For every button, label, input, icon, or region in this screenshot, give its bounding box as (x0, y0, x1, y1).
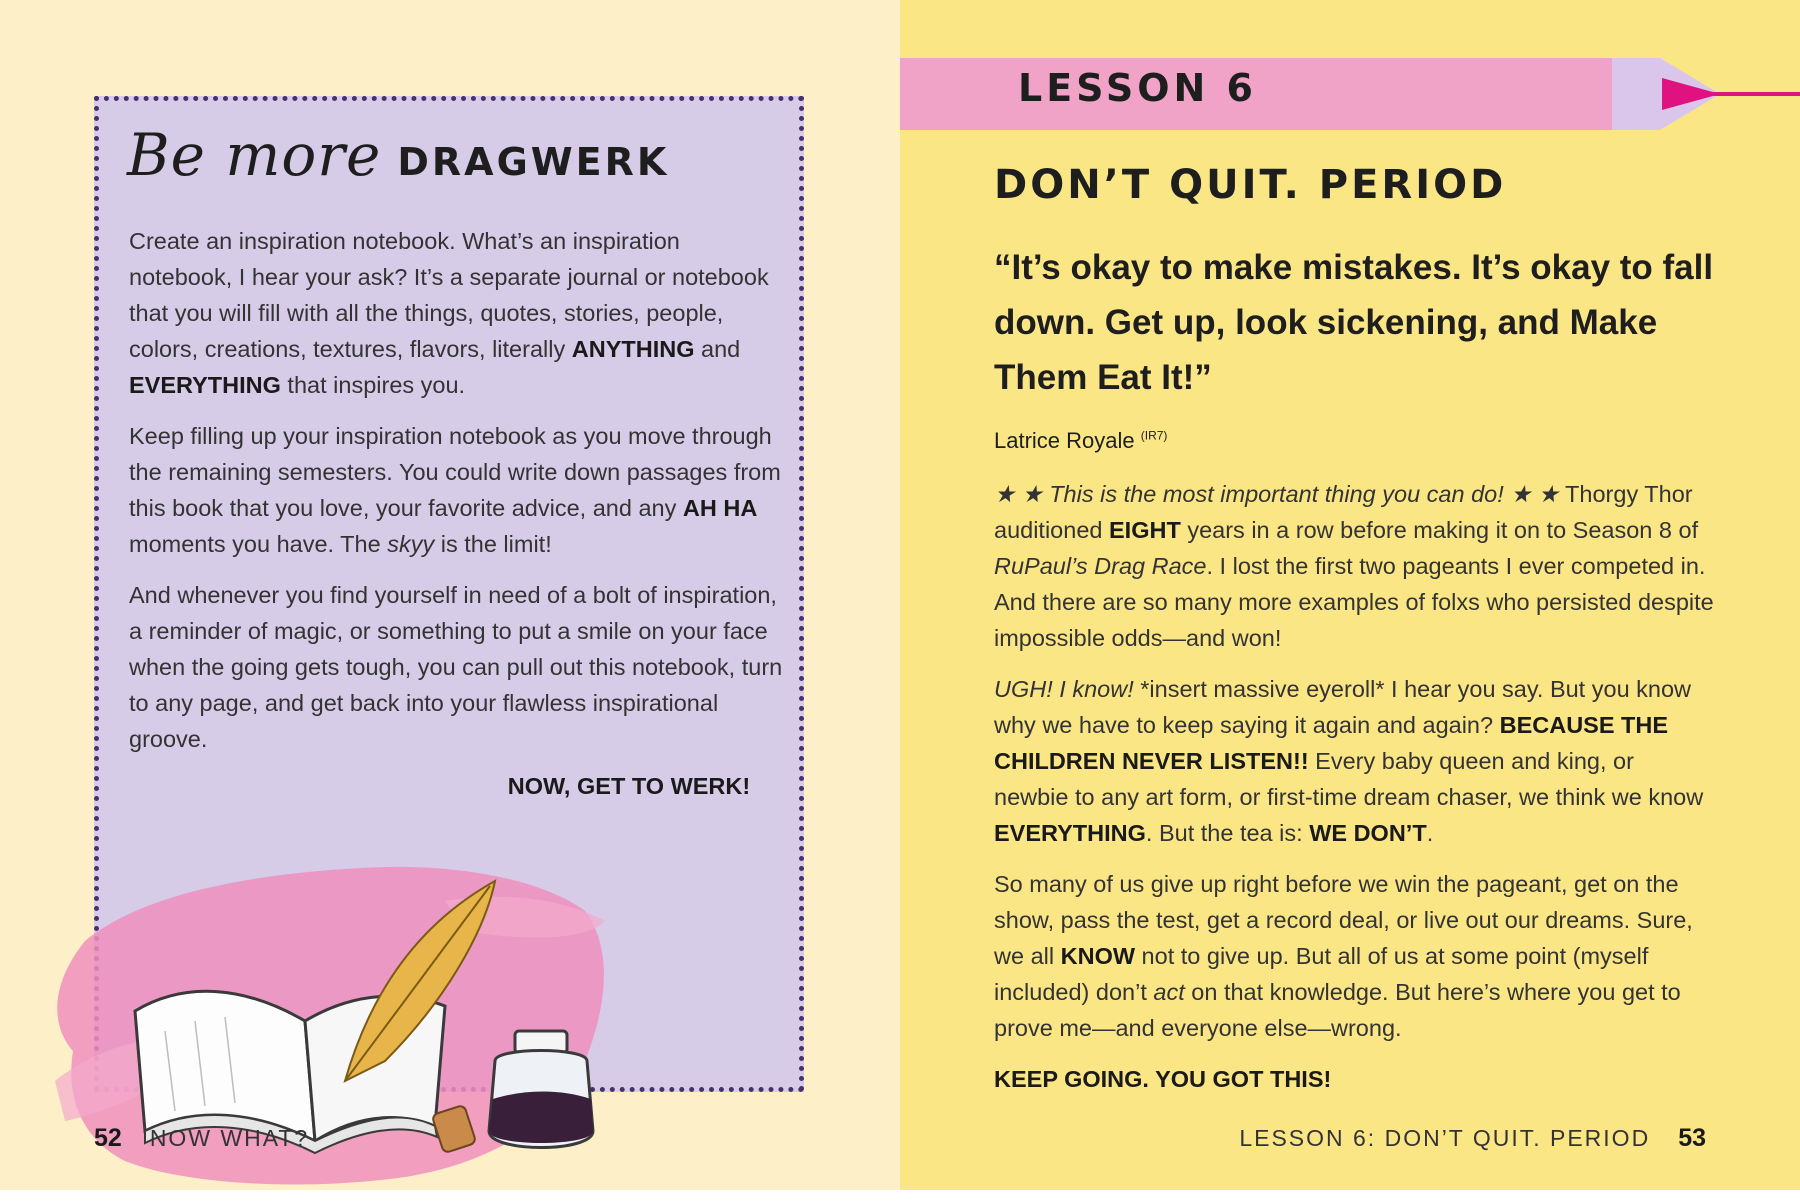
lesson-heading: DON’T QUIT. PERIOD (994, 162, 1507, 208)
italic-text: RuPaul’s Drag Race (994, 553, 1207, 579)
title-bold: DRAGWERK (397, 140, 670, 184)
right-page-number: 53 (1678, 1124, 1706, 1152)
body-text: Keep filling up your inspiration notebook as you move through the remaining semesters. You could write down passages from this book that you love, your favorite advice, and any (129, 423, 781, 521)
left-running-head: NOW WHAT? (149, 1125, 310, 1151)
box-paragraph-1 (129, 223, 789, 403)
lesson-cta: KEEP GOING. YOU GOT THIS! (994, 1066, 1332, 1092)
body-text: and (694, 336, 741, 362)
attribution-sup: (IR7) (1140, 428, 1168, 443)
bold-text: KNOW (1060, 943, 1136, 969)
body-text: years in a row before making it on to Season 8 of (1180, 517, 1699, 543)
italic-text: UGH! I know! (994, 676, 1134, 702)
bold-text: ANYTHING (571, 336, 695, 362)
lesson-paragraph-3 (994, 866, 1714, 1046)
body-text: . (1426, 820, 1434, 846)
body-text: And whenever you find yourself in need of a bolt of inspiration, a reminder of magic, or something to put a smile on your face when the going gets tough, you can pull out this notebook, turn to any page, and get back into your flawless inspirational groove. (129, 582, 783, 752)
body-text: So many of us give up right before we win the pageant, get on the show, pass the test, get a record deal, or live out our dreams. Sure, we all (994, 871, 1693, 969)
quote-attribution (994, 428, 1167, 454)
body-text: Every baby queen and king, or newbie to any art form, or first-time dream chaser, we think we know (994, 748, 1704, 810)
bold-text: EVERYTHING (129, 372, 281, 398)
attribution-name: Latrice Royale (994, 428, 1135, 453)
body-text: . But the tea is: (1145, 820, 1310, 846)
body-text: moments you have. The (129, 531, 388, 557)
box-paragraph-2 (129, 418, 789, 562)
title-script: Be more (127, 121, 382, 189)
box-cta: NOW, GET TO WERK! (507, 773, 751, 799)
box-body (129, 223, 789, 772)
lesson-paragraph-1 (994, 476, 1714, 656)
left-page-number: 52 (94, 1124, 122, 1152)
body-text: that inspires you. (280, 372, 466, 398)
bold-text: AH HA (682, 495, 758, 521)
right-folio (1239, 1124, 1706, 1153)
body-text: is the limit! (434, 531, 552, 557)
body-text: Create an inspiration notebook. What’s an inspiration notebook, I hear your ask? It’s a separate journal or notebook that you will fill with all the things, quotes, stories, people, colors, creations, textures, flavors, literally (129, 228, 769, 362)
italic-text: act (1153, 979, 1185, 1005)
right-page (900, 0, 1800, 1190)
pull-quote: “It’s okay to make mistakes. It’s okay to fall down. Get up, look sickening, and Make Them Eat It!” (994, 248, 1714, 397)
left-page (0, 0, 900, 1190)
box-title (127, 121, 669, 211)
left-folio (94, 1124, 309, 1153)
bold-text: EVERYTHING (994, 820, 1146, 846)
dragwerk-box (94, 96, 804, 1092)
body-text: on that knowledge. But here’s where you get to prove me—and everyone else—wrong. (994, 979, 1681, 1041)
bold-text: WE DON’T (1309, 820, 1427, 846)
lesson-paragraph-2 (994, 671, 1714, 851)
body-text: Thorgy Thor auditioned (994, 481, 1693, 543)
body-text: not to give up. But all of us at some point (myself included) don’t (994, 943, 1649, 1005)
body-text: *insert massive eyeroll* I hear you say. But you know why we have to keep saying it again and again? (994, 676, 1692, 738)
right-running-head: LESSON 6: DON’T QUIT. PERIOD (1239, 1125, 1651, 1151)
italic-text: skyy (387, 531, 435, 557)
lesson-body (994, 476, 1714, 1112)
lesson-label: LESSON 6 (1018, 66, 1257, 110)
box-paragraph-3 (129, 577, 789, 757)
bold-text: BECAUSE THE CHILDREN NEVER LISTEN!! (994, 712, 1669, 774)
body-text: . I lost the first two pageants I ever competed in. And there are so many more examples of folxs who persisted despite impossible odds—and won! (994, 553, 1714, 651)
bold-text: EIGHT (1109, 517, 1181, 543)
italic-text: ★ ★ This is the most important thing you can do! ★ ★ (994, 481, 1559, 507)
